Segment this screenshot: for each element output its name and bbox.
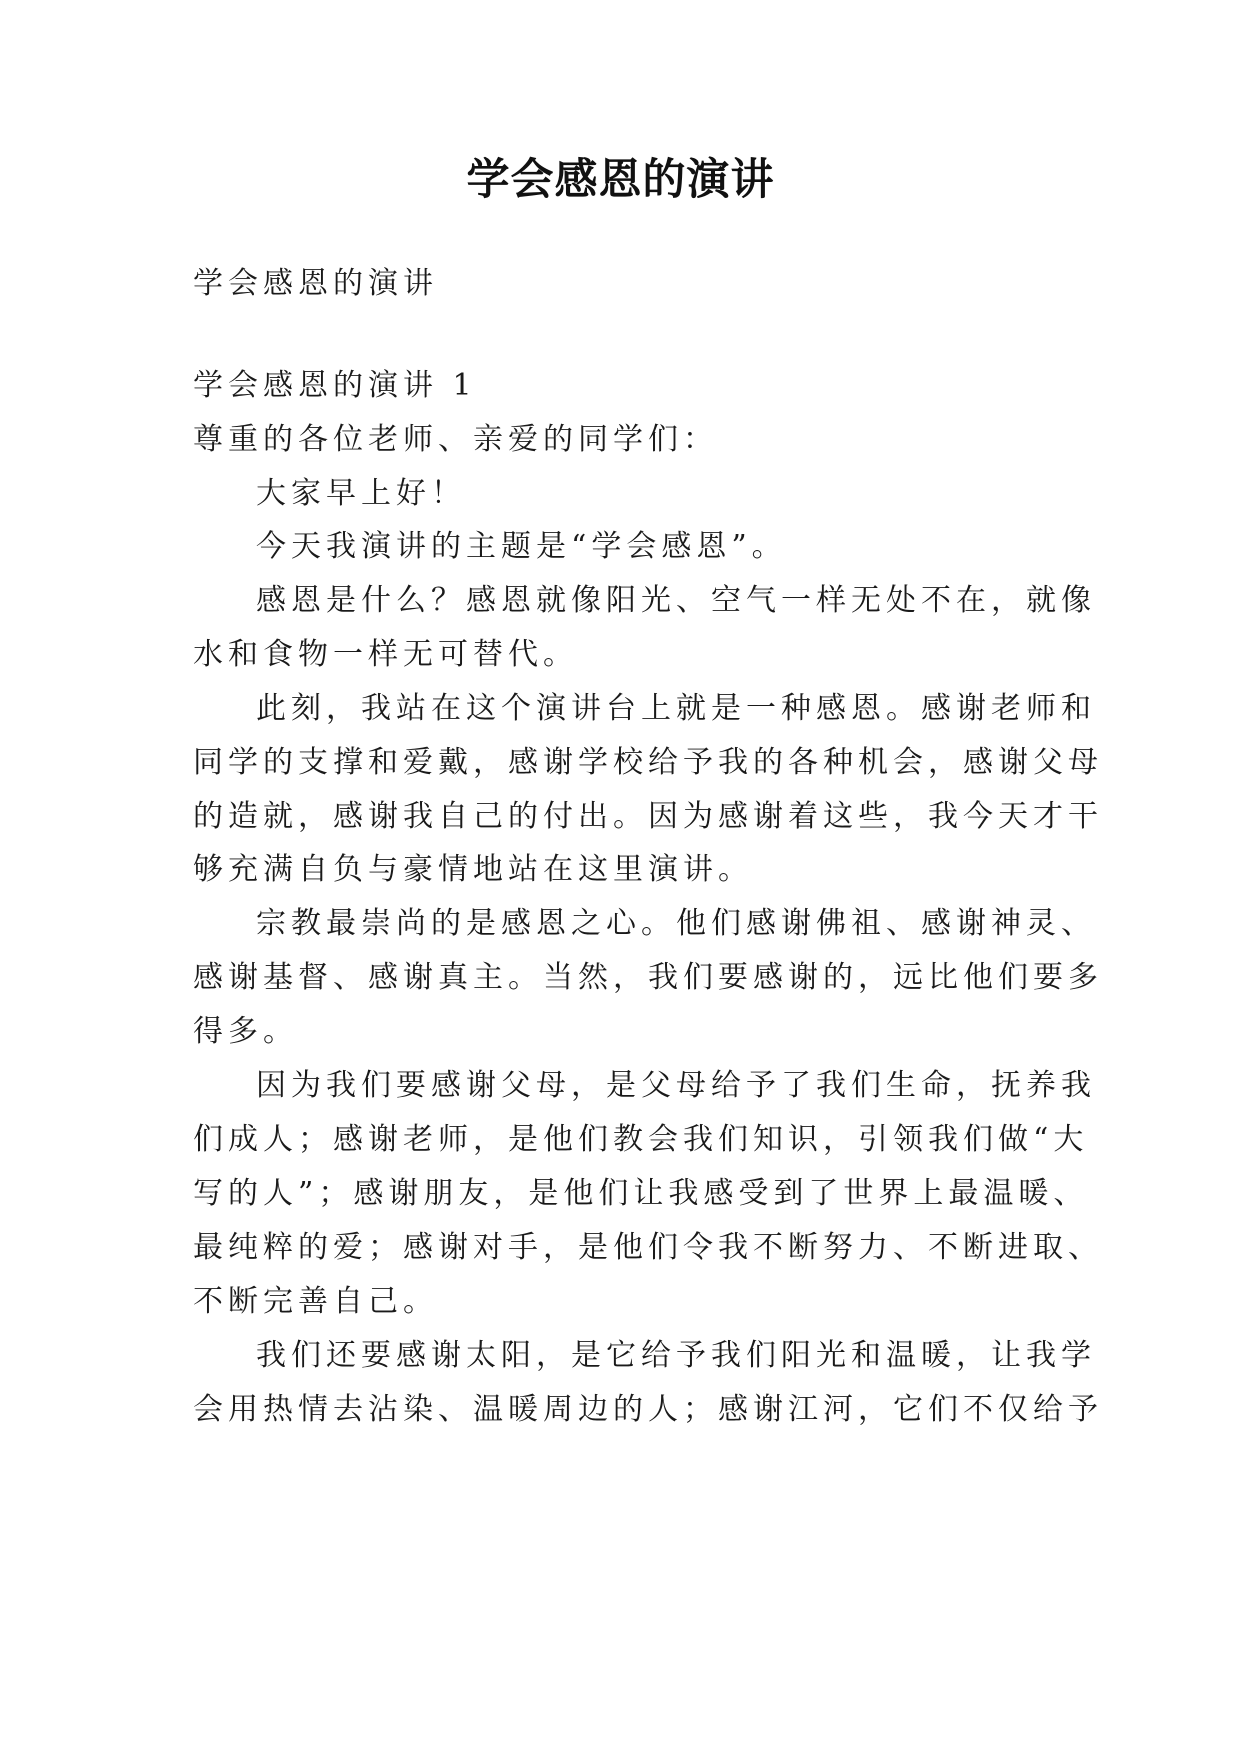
- paragraph-line: 最纯粹的爱；感谢对手，是他们令我不断努力、不断进取、: [193, 1230, 1103, 1265]
- paragraph-line: 感谢基督、感谢真主。当然，我们要感谢的，远比他们要多: [193, 960, 1103, 995]
- paragraph-line: 的造就，感谢我自己的付出。因为感谢着这些，我今天才干: [193, 799, 1103, 834]
- paragraph-line: 宗教最崇尚的是感恩之心。他们感谢佛祖、感谢神灵、: [256, 906, 1096, 941]
- section-heading: 学会感恩的演讲 1: [193, 368, 477, 403]
- paragraph-line: 同学的支撑和爱戴，感谢学校给予我的各种机会，感谢父母: [193, 745, 1103, 780]
- paragraph-line: 我们还要感谢太阳，是它给予我们阳光和温暖，让我学: [256, 1338, 1096, 1373]
- paragraph-line: 够充满自负与豪情地站在这里演讲。: [193, 852, 753, 887]
- document-title: 学会感恩的演讲: [466, 155, 775, 205]
- salutation-line: 尊重的各位老师、亲爱的同学们：: [193, 422, 718, 457]
- paragraph-line: 们成人；感谢老师，是他们教会我们知识，引领我们做“大: [193, 1122, 1089, 1157]
- paragraph-line: 此刻，我站在这个演讲台上就是一种感恩。感谢老师和: [256, 691, 1096, 726]
- paragraph-line: 感恩是什么？感恩就像阳光、空气一样无处不在，就像: [256, 583, 1096, 618]
- paragraph-line: 今天我演讲的主题是“学会感恩”。: [256, 529, 787, 564]
- paragraph-line: 得多。: [193, 1014, 298, 1049]
- paragraph-line: 因为我们要感谢父母，是父母给予了我们生命，抚养我: [256, 1068, 1096, 1103]
- paragraph-line: 会用热情去沾染、温暖周边的人；感谢江河，它们不仅给予: [193, 1392, 1103, 1427]
- paragraph-line: 不断完善自己。: [193, 1284, 438, 1319]
- paragraph-line: 写的人”；感谢朋友，是他们让我感受到了世界上最温暖、: [193, 1176, 1089, 1211]
- paragraph-line: 大家早上好！: [256, 476, 466, 511]
- subtitle-line: 学会感恩的演讲: [193, 266, 438, 301]
- paragraph-line: 水和食物一样无可替代。: [193, 637, 578, 672]
